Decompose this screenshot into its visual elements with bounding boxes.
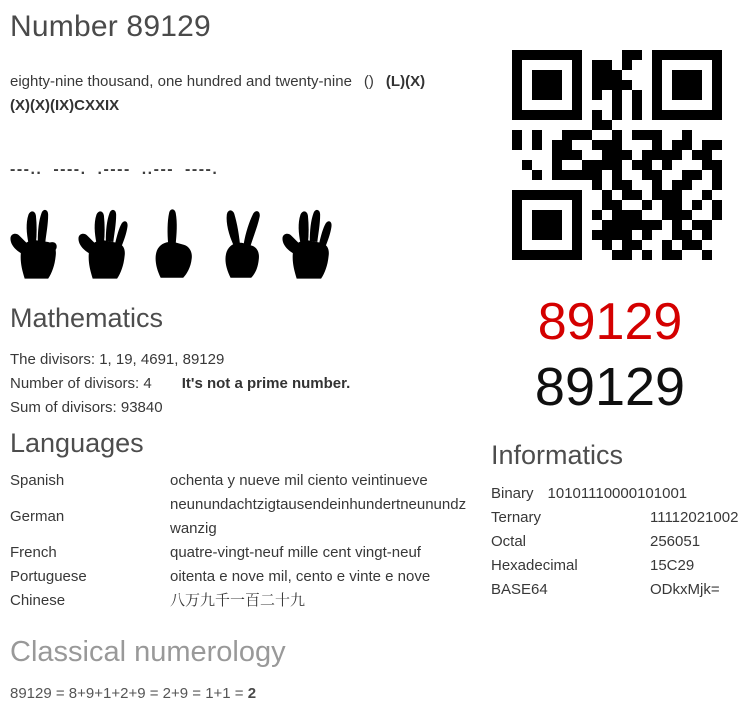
informatics-value: 10101110000101001 [547,485,688,502]
divisor-count-line [10,372,350,396]
language-label: Spanish [10,472,65,489]
informatics-row-binary [491,482,750,506]
sign-language-digit-1-icon [140,199,202,285]
sign-language-digit-9-icon [72,199,134,285]
informatics-label: Octal [491,533,527,550]
informatics-label: Binary [491,485,534,502]
big-number-display [470,293,750,417]
sign-language-digit-2-icon [208,199,270,285]
informatics-value: 256051 [650,533,701,550]
informatics-section [491,440,750,602]
qr-code-icon [512,50,722,260]
numerology-equation [10,682,286,706]
number-spelling [10,70,480,118]
numerology-heading: Classical numerology [10,636,286,668]
sign-language-digit-8-icon [4,199,66,285]
empty-parens: () [363,73,374,90]
spelling-words: eighty-nine thousand, one hundred and twenty-nine [10,73,352,90]
big-number-red: 89129 [537,293,683,351]
roman-numeral-line1: (L)(X) [385,73,426,90]
informatics-value: ODkxMjk= [650,581,720,598]
informatics-value: 11112021002 [650,509,739,526]
language-label: Portuguese [10,568,87,585]
informatics-label: BASE64 [491,581,548,598]
mathematics-heading: Mathematics [10,303,164,333]
numerology-section [10,636,286,706]
informatics-label: Ternary [491,509,542,526]
informatics-heading: Informatics [491,440,624,470]
divisors-line: The divisors: 1, 19, 4691, 89129 [10,351,225,368]
numerology-result: 2 [247,685,257,702]
language-value: quatre-vingt-neuf mille cent vingt-neuf [170,544,421,561]
roman-numeral-line2: (X)(X)(IX)CXXIX [10,97,120,114]
language-label: French [10,544,57,561]
language-value: 八万九千一百二十九 [170,592,306,609]
sign-language-row [4,199,338,285]
languages-section [10,428,470,613]
prime-note: It's not a prime number. [181,375,351,392]
informatics-label: Hexadecimal [491,557,578,574]
morse-code: ---.. ----. .---- ..--- ----. [10,161,219,178]
divisor-sum-line: Sum of divisors: 93840 [10,399,163,416]
divisor-count: Number of divisors: 4 [10,375,152,392]
informatics-value: 15C29 [650,557,695,574]
language-value: oitenta e nove mil, cento e vinte e nove [170,568,431,585]
numerology-equation-text: 89129 = 8+9+1+2+9 = 2+9 = 1+1 = [10,685,248,702]
page-title: Number 89129 [10,10,211,43]
mathematics-section [10,303,350,420]
informatics-table [491,506,750,602]
big-number-black: 89129 [534,357,686,417]
language-label: Chinese [10,592,66,609]
language-label: German [10,508,65,525]
languages-heading: Languages [10,428,144,458]
language-value: ochenta y nueve mil ciento veintinueve [170,472,428,489]
sign-language-digit-9b-icon [276,199,338,285]
languages-table [10,469,470,613]
language-value: neunundachtzigtausendeinhundertneunundzwanzig [170,496,467,537]
